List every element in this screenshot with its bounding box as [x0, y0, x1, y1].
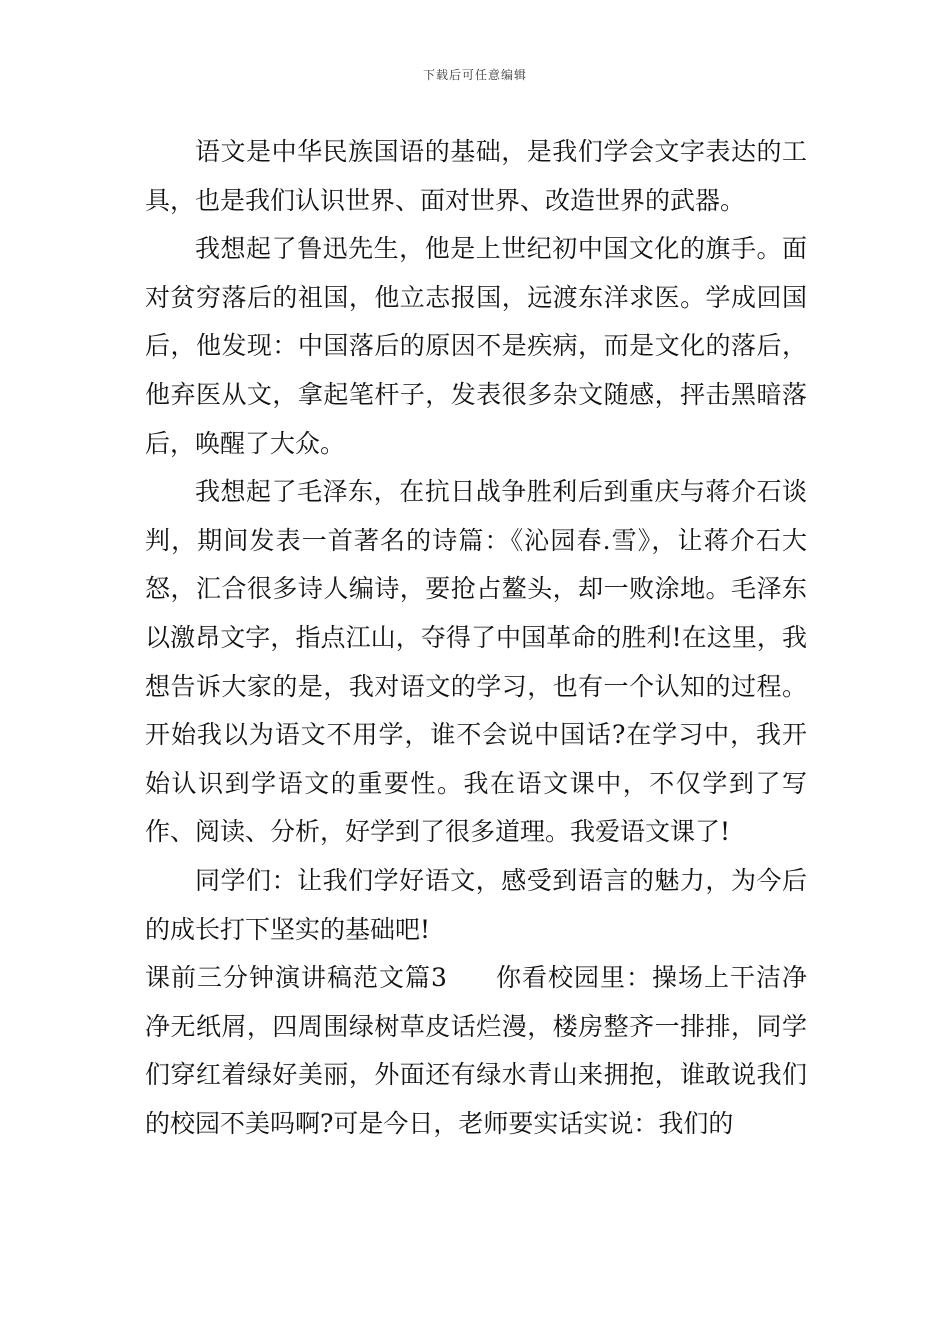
section-text: 你看校园里：操场上干洁净净无纸屑，四周围绿树草皮话烂漫，楼房整齐一排排，同学们穿红着绿好美丽，外面还有绿水青山来拥抱，谁敢说我们的校园不美吗啊?可是今日，老师要实话实说：我们的: [145, 963, 807, 1138]
document-body: [145, 128, 807, 1148]
paragraph-3: 我想起了毛泽东，在抗日战争胜利后到重庆与蒋介石谈判，期间发表一首著名的诗篇：《沁园春.雪》，让蒋介石大怒，汇合很多诗人编诗，要抢占鳌头，却一败涂地。毛泽东以激昂文字，指点江山，夺得了中国革命的胜利!在这里，我想告诉大家的是，我对语文的学习，也有一个认知的过程。开始我以为语文不用学，谁不会说中国话?在学习中，我开始认识到学语文的重要性。我在语文课中，不仅学到了写作、阅读、分析，好学到了很多道理。我爱语文课了!: [145, 477, 807, 847]
paragraph-1: 语文是中华民族国语的基础，是我们学会文字表达的工具，也是我们认识世界、面对世界、改造世界的武器。: [145, 137, 807, 215]
section-paragraph: [145, 954, 807, 1148]
paragraph-2: 我想起了鲁迅先生，他是上世纪初中国文化的旗手。面对贫穷落后的祖国，他立志报国，远渡东洋求医。学成回国后，他发现：中国落后的原因不是疾病，而是文化的落后，他弃医从文，拿起笔杆子，发表很多杂文随感，抨击黑暗落后，唤醒了大众。: [145, 234, 807, 458]
page-header: 下载后可任意编辑: [422, 68, 527, 82]
section-title: 课前三分钟演讲稿范文篇3: [145, 963, 447, 993]
paragraph-4: 同学们：让我们学好语文，感受到语言的魅力，为今后的成长打下坚实的基础吧!: [145, 865, 807, 944]
